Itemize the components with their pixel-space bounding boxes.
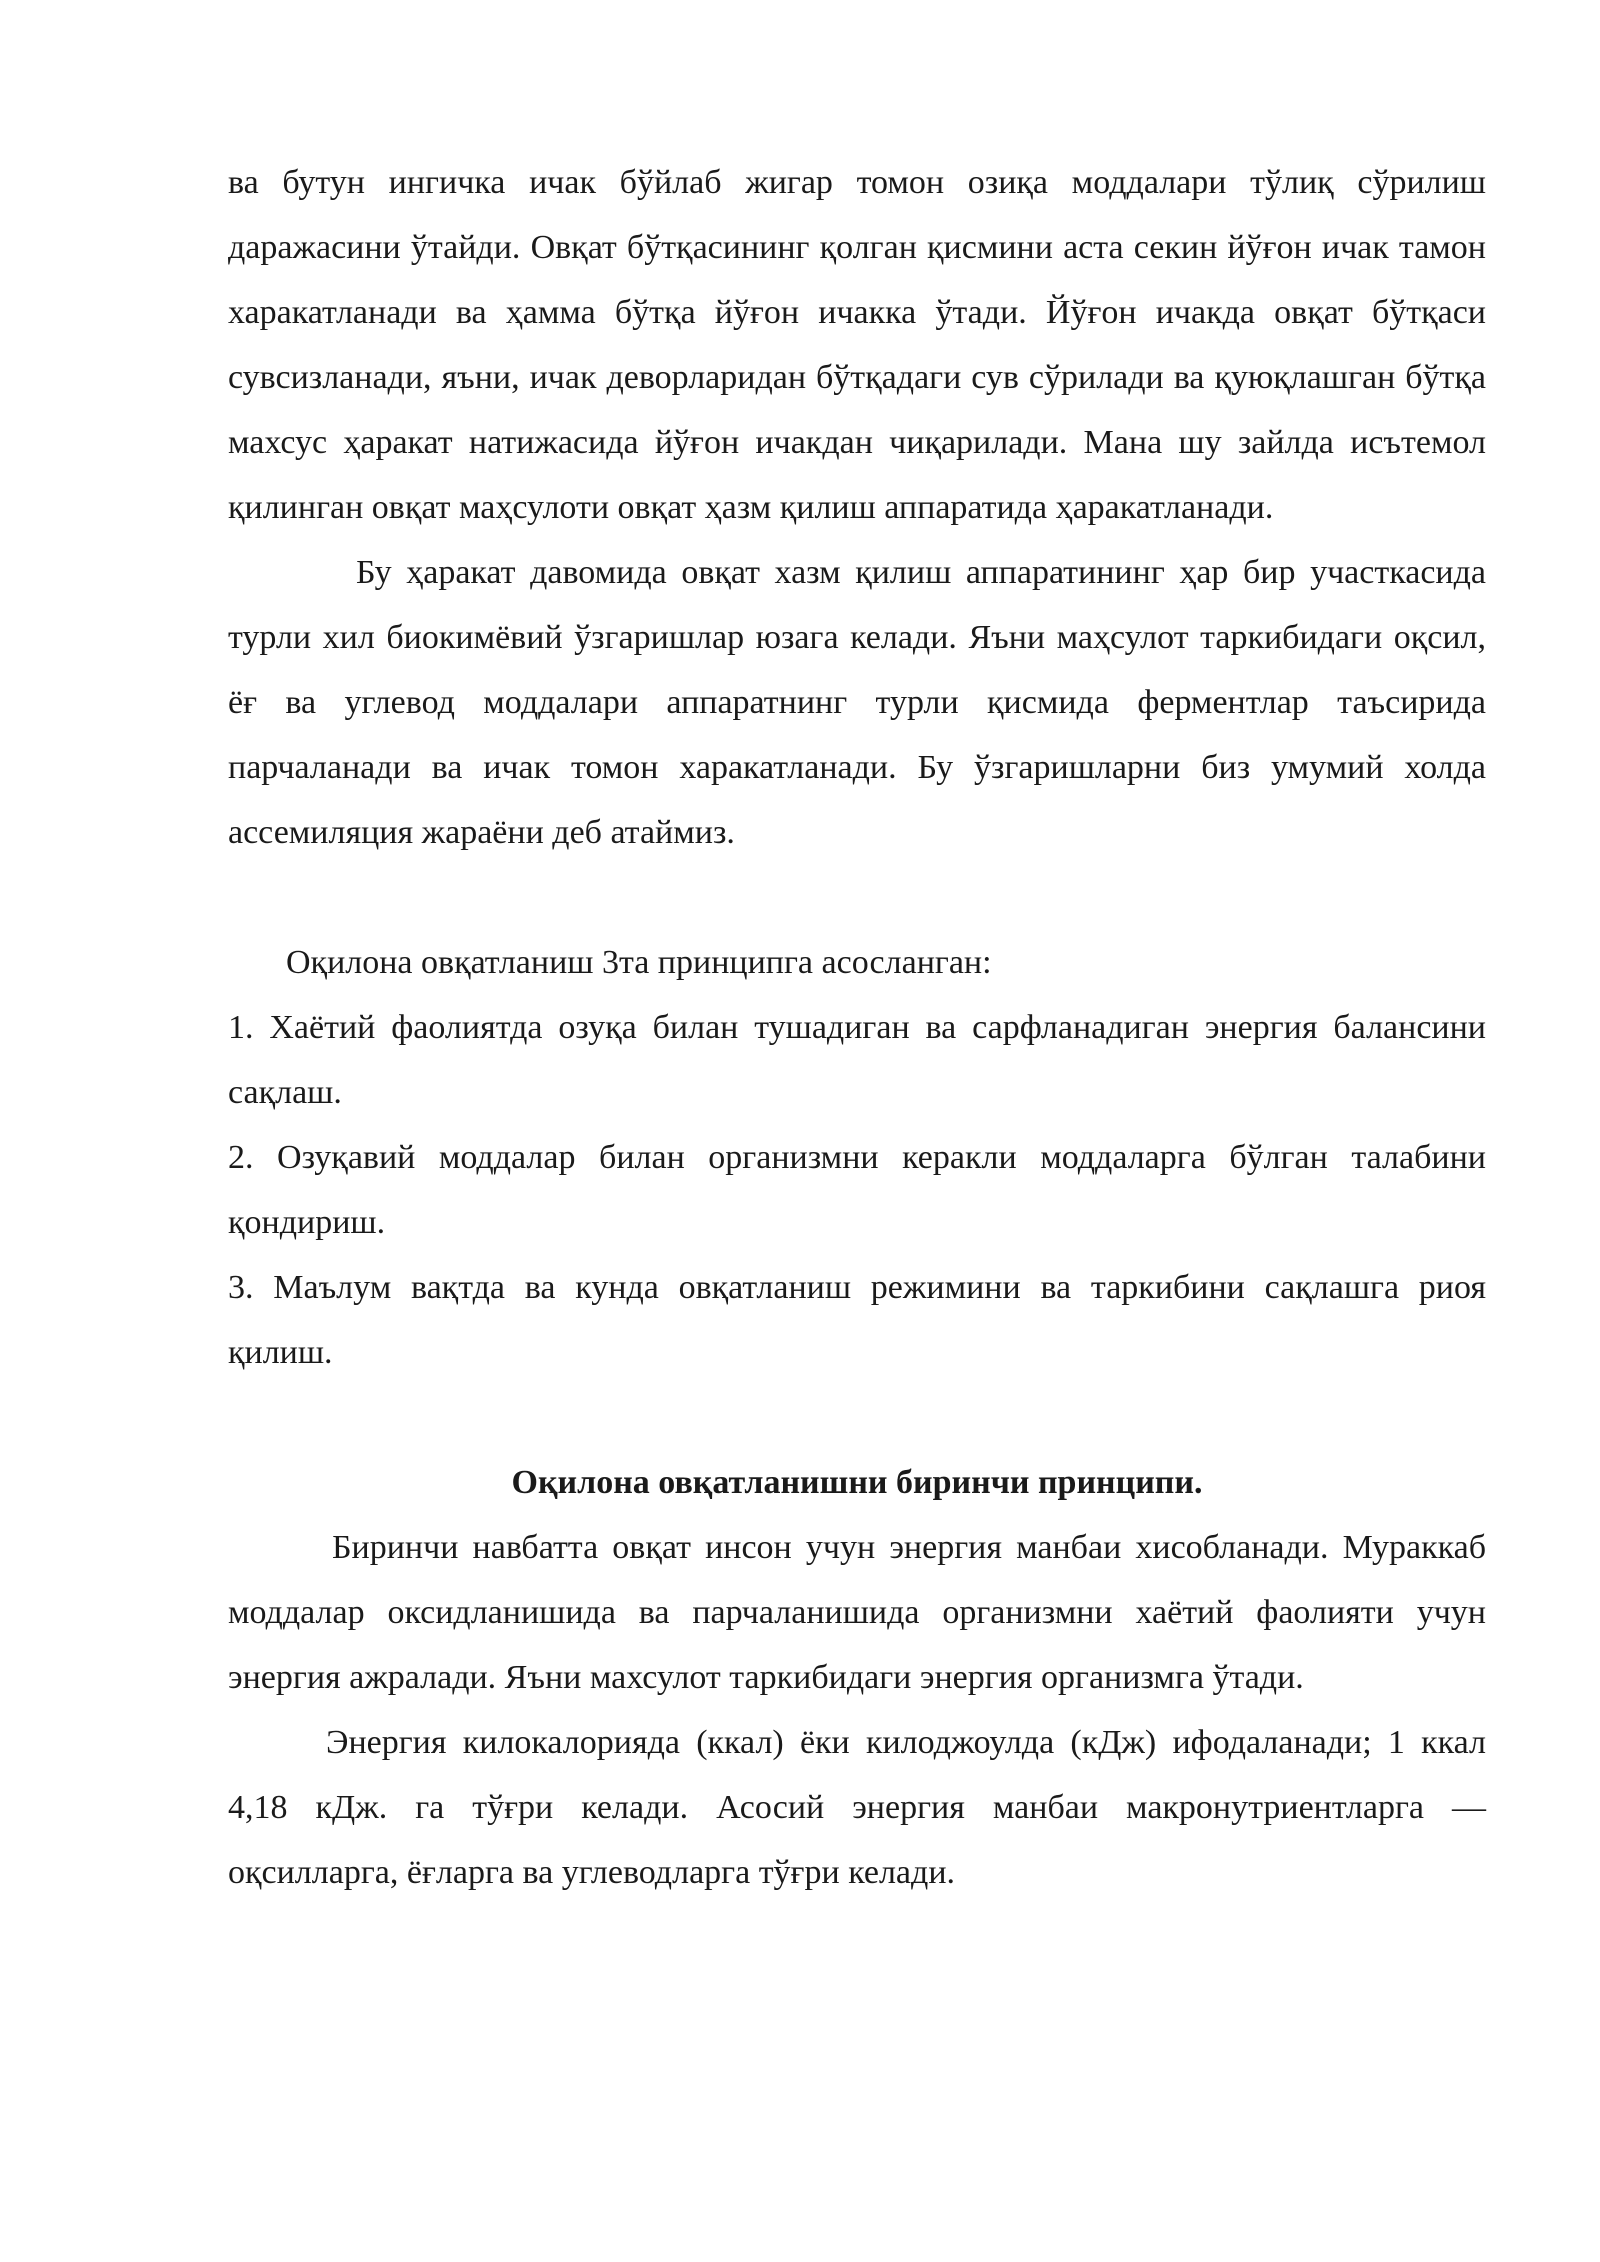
paragraph-energy-source: Биринчи навбатта овқат инсон учун энергия манбаи хисобланади. Мураккаб моддалар оксидланишида ва парчаланишида организмни хаётий фаолияти учун энергия ажралади. Яъни махсулот таркибидаги энергия организмга ўтади. xyxy=(228,1529,1486,1696)
spacer xyxy=(228,865,1486,930)
section-heading: Оқилона овқатланишни биринчи принципи. xyxy=(511,1464,1203,1501)
document-page xyxy=(228,150,1486,1905)
list-item-principle-2: 2. Озуқавий моддалар билан организмни керакли моддаларга бўлган талабини қондириш. xyxy=(228,1139,1486,1241)
spacer xyxy=(228,1385,1486,1450)
paragraph-digestion-end: ва бутун ингичка ичак бўйлаб жигар томон озиқа моддалари тўлиқ сўрилиш даражасини ўтайди. Овқат бўтқасининг қолган қисмини аста секин йўғон ичак тамон харакатланади ва ҳамма бўтқа йўғон ичакка ўтади. Йўғон ичакда овқат бўтқаси сувсизланади, яъни, ичак деворларидан бўтқадаги сув сўрилади ва қуюқлашган бўтқа махсус ҳаракат натижасида йўғон ичакдан чиқарилади. Мана шу зайлда исътемол қилинган овқат маҳсулоти овқат ҳазм қилиш аппаратида ҳаракатланади. xyxy=(228,164,1486,526)
paragraph-biochemical-changes: Бу ҳаракат давомида овқат хазм қилиш аппаратининг ҳар бир участкасида турли хил биокимёвий ўзгаришлар юзага келади. Яъни маҳсулот таркибидаги оқсил, ёғ ва углевод моддалари аппаратнинг турли қисмида ферментлар таъсирида парчаланади ва ичак томон харакатланади. Бу ўзгаришларни биз умумий холда ассемиляция жараёни деб атаймиз. xyxy=(228,554,1486,851)
paragraph-energy-units: Энергия килокалорияда (ккал) ёки килоджоулда (кДж) ифодаланади; 1 ккал 4,18 кДж. га тўғри келади. Асосий энергия манбаи макронутриентларга — оқсилларга, ёғларга ва углеводларга тўғри келади. xyxy=(228,1724,1486,1891)
list-item-principle-3: 3. Маълум вақтда ва кунда овқатланиш режимини ва таркибини сақлашга риоя қилиш. xyxy=(228,1269,1486,1371)
list-item-principle-1: 1. Хаётий фаолиятда озуқа билан тушадиган ва сарфланадиган энергия балансини сақлаш. xyxy=(228,1009,1486,1111)
paragraph-principles-intro: Оқилона овқатланиш 3та принципга асосланган: xyxy=(286,944,992,981)
